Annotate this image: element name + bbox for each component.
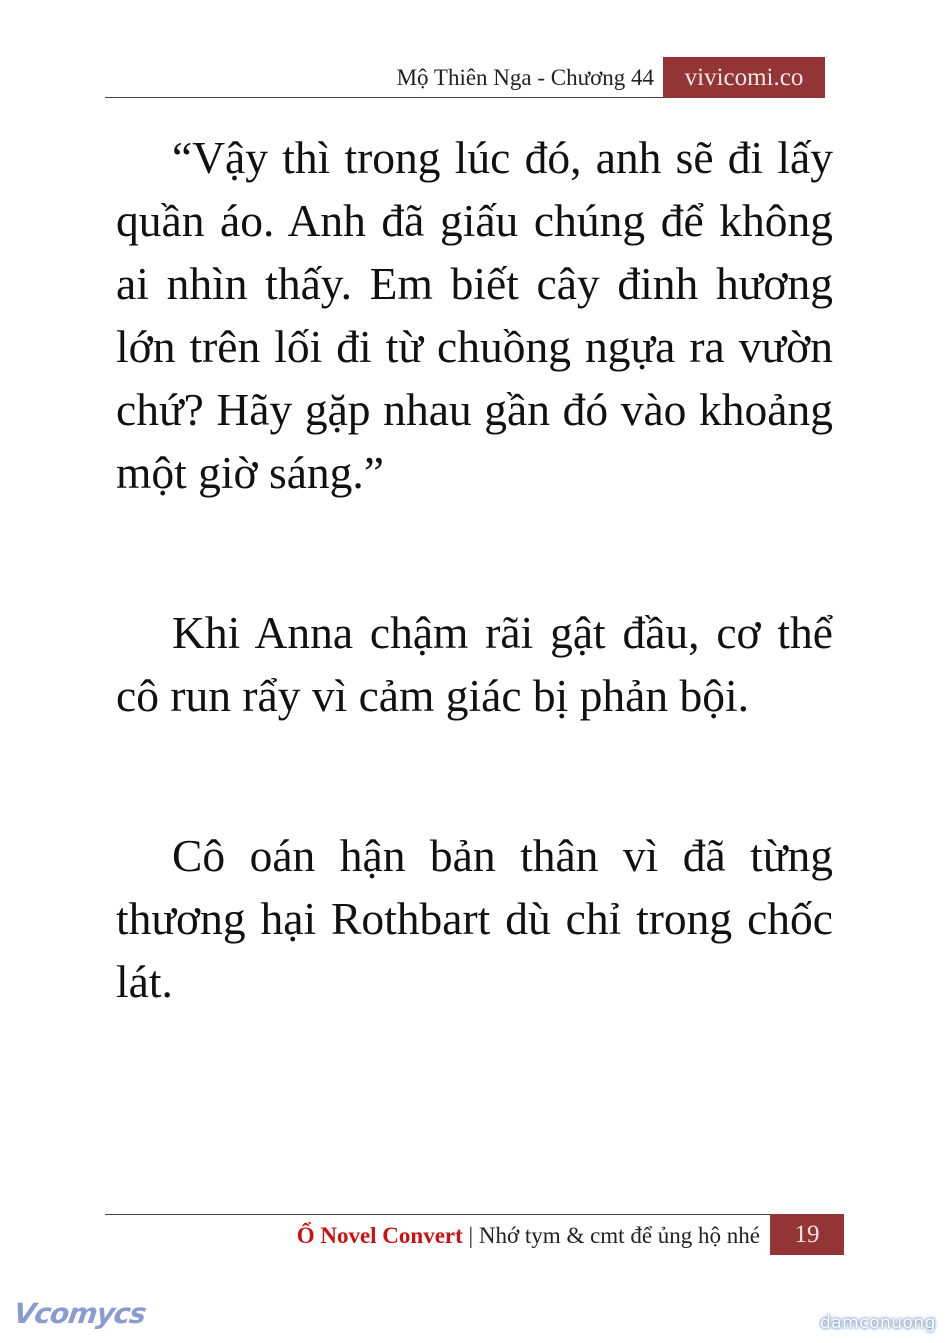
footer-brand: Ổ Novel Convert — [296, 1223, 463, 1248]
site-badge: vivicomi.co — [663, 57, 825, 98]
paragraph: “Vậy thì trong lúc đó, anh sẽ đi lấy quần áo. Anh đã giấu chúng để không ai nhìn thấy. Em biết cây đinh hương lớn trên lối đi từ chuồng ngựa ra vườn chứ? Hãy gặp nhau gần đó vào khoảng một giờ sáng.” — [116, 132, 833, 498]
footer-message: Nhớ tym & cmt để ủng hộ nhé — [478, 1223, 760, 1248]
watermark-logo-right: damconuong — [819, 1313, 936, 1333]
page-number: 19 — [770, 1214, 844, 1255]
header-divider — [105, 97, 664, 98]
paragraph: Khi Anna chậm rãi gật đầu, cơ thể cô run rẩy vì cảm giác bị phản bội. — [116, 607, 833, 721]
footer-separator: | — [468, 1223, 474, 1248]
footer-divider — [105, 1214, 771, 1215]
footer-credit — [297, 1221, 760, 1251]
paragraph: Cô oán hận bản thân vì đã từng thương hại Rothbart dù chỉ trong chốc lát. — [116, 830, 833, 1007]
chapter-body — [116, 126, 833, 1013]
watermark-logo-left: Vcomycs — [11, 1297, 148, 1330]
chapter-title: Mộ Thiên Nga - Chương 44 — [396, 65, 654, 90]
